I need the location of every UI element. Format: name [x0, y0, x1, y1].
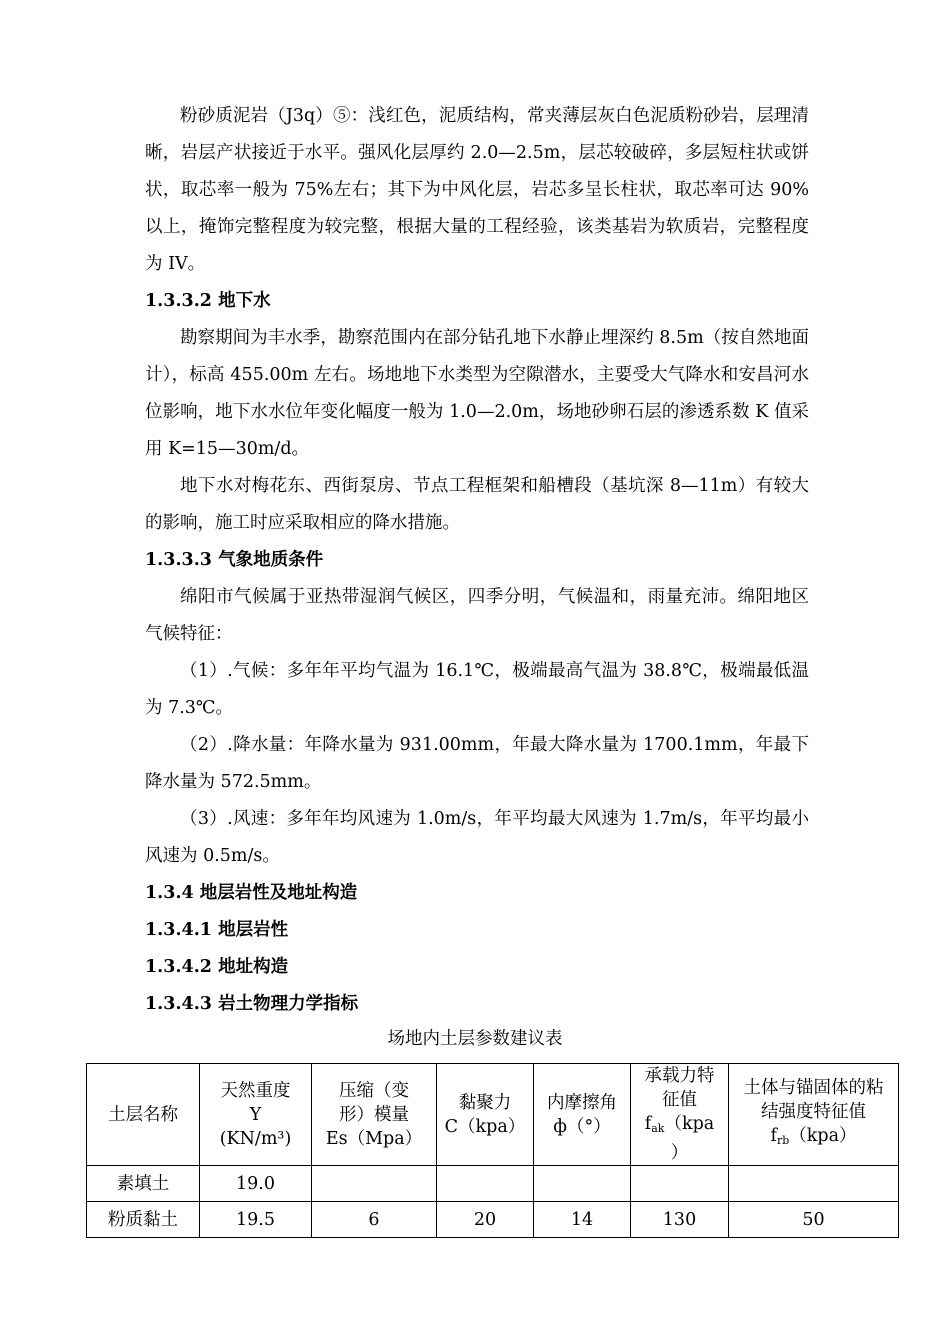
header-friction-angle: [534, 1064, 631, 1166]
header-compression-modulus: [312, 1064, 437, 1166]
heading-mechanics-indices: 1.3.4.3 岩土物理力学指标: [145, 994, 359, 1014]
heading-strata-lithology: 1.3.4.1 地层岩性: [145, 920, 289, 940]
header-text: 结强度特征值: [761, 1102, 866, 1122]
table-cell: 素填土: [87, 1166, 200, 1202]
header-text: 土层名称: [108, 1104, 178, 1125]
header-text: 压缩（变: [339, 1080, 409, 1101]
paragraph-climate-wind: （3）.风速：多年年均风速为 1.0m/s，年平均最大风速为 1.7m/s，年平均最小风速为 0.5m/s。: [145, 809, 809, 866]
table-cell: [437, 1166, 534, 1202]
header-text: 黏聚力: [458, 1092, 512, 1113]
table-caption: 场地内土层参数建议表: [387, 1029, 563, 1049]
paragraph-mudstone: 粉砂质泥岩（J3q）⑤：浅红色，泥质结构，常夹薄层灰白色泥质粉砂岩，层理清晰，岩层产状接近于水平。强风化层厚约 2.0—2.5m，层芯较破碎，多层短柱状或饼状，取芯率一般为 75%左右；其下为中风化层，岩芯多呈长柱状，取芯率可达 90%以上，掩饰完整程度为较完整，根据大量的工程经验，该类基岩为软质岩，完整程度为 IV。: [145, 106, 809, 274]
unit-kpa: （kpa: [664, 1114, 715, 1134]
header-unit-weight: [200, 1064, 312, 1166]
table-header-row: [87, 1064, 899, 1166]
subscript-rb: rb: [776, 1134, 790, 1147]
table-cell: [534, 1166, 631, 1202]
table-row: [87, 1166, 899, 1202]
symbol-f: f: [644, 1114, 652, 1134]
header-soil-name: [87, 1064, 200, 1166]
subscript-ak: ak: [651, 1122, 665, 1135]
header-bearing-capacity: [631, 1064, 729, 1166]
table-cell: 粉质黏土: [87, 1202, 200, 1238]
header-text: 征值: [662, 1090, 697, 1110]
heading-groundwater: 1.3.3.2 地下水: [145, 291, 271, 311]
header-text: [633, 1112, 726, 1141]
heading-strata-structure: 1.3.4 地层岩性及地址构造: [145, 883, 358, 903]
body-text: [145, 98, 809, 1023]
paragraph-climate-intro: 绵阳市气候属于亚热带湿润气候区，四季分明，气候温和，雨量充沛。绵阳地区气候特征：: [145, 587, 809, 644]
table-cell: 19.0: [200, 1166, 312, 1202]
header-text: ）: [670, 1143, 689, 1163]
soil-parameter-table: [86, 1063, 899, 1238]
table-cell: [312, 1166, 437, 1202]
header-text: 内摩擦角: [547, 1092, 617, 1113]
table-cell: [631, 1166, 729, 1202]
paragraph-groundwater-1: 勘察期间为丰水季，勘察范围内在部分钻孔地下水静止埋深约 8.5m（按自然地面计），标高 455.00m 左右。场地地下水类型为空隙潜水，主要受大气降水和安昌河水位影响，地下水水位年变化幅度一般为 1.0—2.0m，场地砂卵石层的渗透系数 K 值采用 K=15—30m/d。: [145, 328, 809, 459]
table-cell: 19.5: [200, 1202, 312, 1238]
table-cell: 14: [534, 1202, 631, 1238]
header-text: (KN/m³): [219, 1128, 292, 1149]
table-cell: [729, 1166, 899, 1202]
table-cell: 20: [437, 1202, 534, 1238]
header-text: 承载力特: [644, 1066, 715, 1086]
heading-geologic-structure: 1.3.4.2 地址构造: [145, 957, 289, 977]
header-text: 形）模量: [339, 1104, 409, 1125]
paragraph-groundwater-2: 地下水对梅花东、西街泵房、节点工程框架和船槽段（基坑深 8—11m）有较大的影响，施工时应采取相应的降水措施。: [145, 476, 809, 533]
header-bond-strength: [729, 1064, 899, 1166]
paragraph-climate-temperature: （1）.气候：多年年平均气温为 16.1℃，极端最高气温为 38.8℃，极端最低温为 7.3℃。: [145, 661, 809, 718]
table-cell: 50: [729, 1202, 899, 1238]
header-text: 天然重度: [220, 1080, 291, 1101]
table-row: [87, 1202, 899, 1238]
symbol-f: f: [770, 1126, 777, 1146]
heading-climate: 1.3.3.3 气象地质条件: [145, 550, 324, 570]
header-text: [731, 1124, 896, 1153]
header-text: ф（°）: [553, 1116, 611, 1137]
table-cell: 6: [312, 1202, 437, 1238]
table-cell: 130: [631, 1202, 729, 1238]
header-cohesion: [437, 1064, 534, 1166]
unit-kpa: （kpa）: [789, 1126, 857, 1146]
paragraph-climate-precipitation: （2）.降水量：年降水量为 931.00mm，年最大降水量为 1700.1mm，年最下降水量为 572.5mm。: [145, 735, 809, 792]
header-text: Y: [249, 1104, 262, 1125]
header-text: C（kpa）: [444, 1116, 526, 1137]
header-text: Es（Mpa）: [325, 1128, 423, 1149]
header-text: 土体与锚固体的粘: [743, 1078, 884, 1098]
